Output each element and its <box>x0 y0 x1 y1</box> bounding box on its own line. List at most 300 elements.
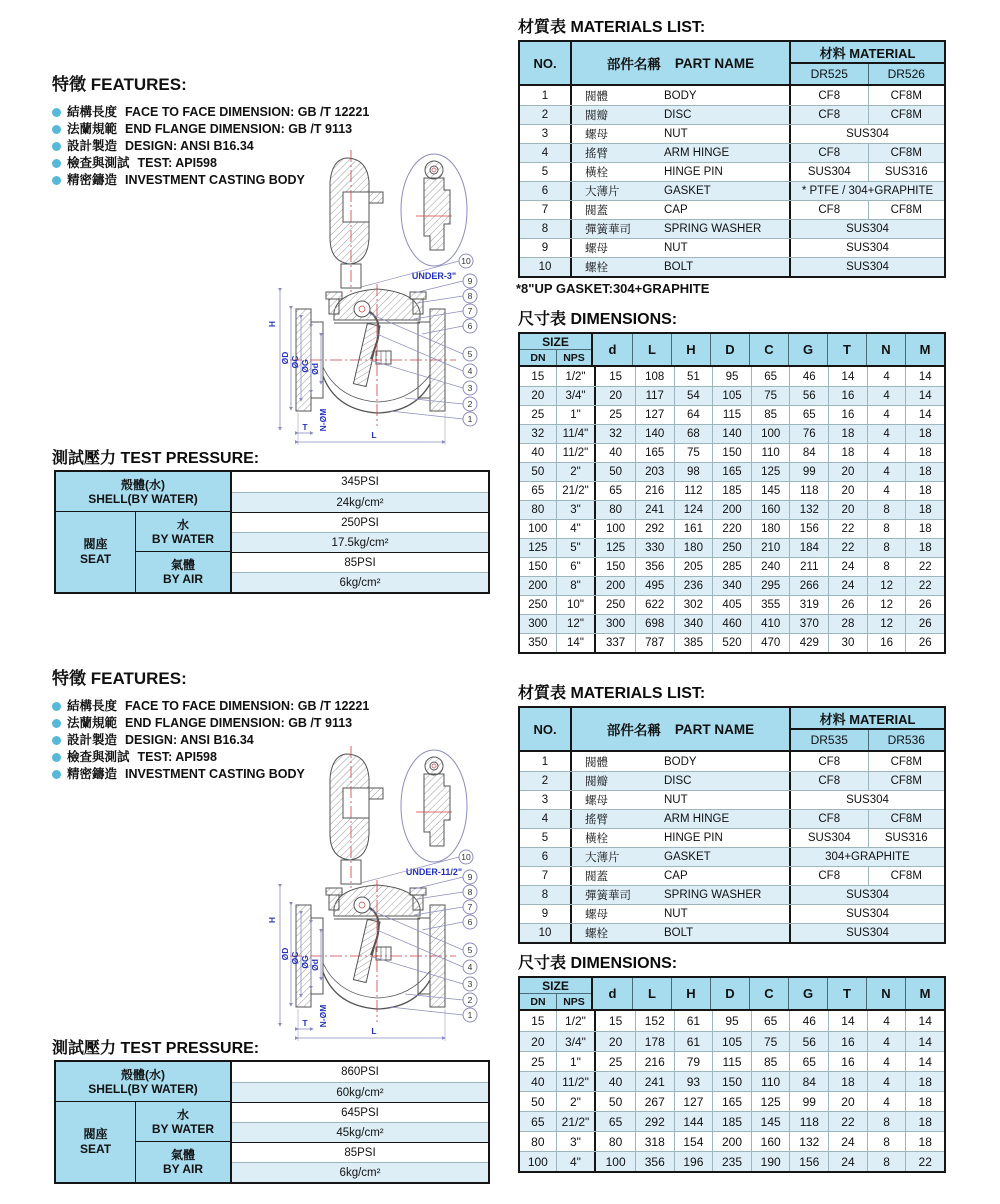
dim-value-cell: 140 <box>712 425 751 443</box>
material-value: SUS304 <box>846 908 889 920</box>
material-value: SUS304 <box>807 166 851 178</box>
pressure-value: 45kg/cm² <box>232 1122 488 1142</box>
dn-cell: 250 <box>520 596 557 614</box>
feature-label-en: TEST: API598 <box>137 156 217 170</box>
part-name-cell <box>572 182 791 200</box>
nps-cell: 1" <box>557 1052 597 1071</box>
dim-value-cell: 4 <box>867 1052 906 1071</box>
part-number-cell: 4 <box>520 810 572 828</box>
feature-label-en: FACE TO FACE DIMENSION: GB /T 12221 <box>125 105 370 119</box>
col-header-part-name: 部件名稱 PART NAME <box>572 708 791 750</box>
feature-label-zh: 精密鑄造 <box>67 173 118 187</box>
callout-number: 2 <box>467 995 473 1005</box>
dim-value-cell: 132 <box>789 1132 828 1151</box>
dim-value-cell: 4 <box>867 406 906 424</box>
nps-cell: 4" <box>557 520 597 538</box>
nps-cell: 11/2" <box>557 444 597 462</box>
pressure-value: 860PSI <box>341 1066 379 1078</box>
dim-value-cell: 8 <box>867 558 906 576</box>
dim-value-cell: 165 <box>712 463 751 481</box>
dim-value-cell: 125 <box>751 463 790 481</box>
dim-value-cell: 241 <box>635 501 674 519</box>
part-name-zh: 閥蓋 <box>585 205 608 217</box>
dim-value-cell: 93 <box>674 1072 713 1091</box>
materials-row <box>520 143 944 162</box>
dim-value-cell: 110 <box>751 1072 790 1091</box>
dim-value-cell: 124 <box>674 501 713 519</box>
dimension-col-headers <box>593 978 944 1009</box>
nps-cell: 2" <box>557 1092 597 1111</box>
dim-value-cell: 20 <box>828 1092 867 1111</box>
material-value: 304+GRAPHITE <box>825 851 910 863</box>
materials-row <box>520 790 944 809</box>
by-water-label: 水 BY WATER <box>136 512 230 552</box>
dim-value-cell: 99 <box>789 1092 828 1111</box>
part-name-zh: 大薄片 <box>585 186 620 198</box>
dn-cell: 15 <box>520 367 557 386</box>
materials-table-1 <box>518 40 946 278</box>
material-cells <box>791 163 944 181</box>
dim-value-cell: 216 <box>635 482 674 500</box>
dim-value-cell: 520 <box>712 634 751 652</box>
materials-row <box>520 124 944 143</box>
dim-value-cell: 285 <box>712 558 751 576</box>
dim-value-cell: 22 <box>905 558 944 576</box>
svg-text:ØC: ØC <box>290 951 300 965</box>
dimension-row <box>520 500 944 519</box>
dimensions-table-header <box>520 978 944 1011</box>
part-number-cell: 5 <box>520 829 572 847</box>
material-cells <box>791 125 944 143</box>
nps-cell: 11/4" <box>557 425 597 443</box>
col-header-dn: DN <box>520 994 557 1009</box>
dimension-row <box>520 1031 944 1051</box>
part-number-cell: 5 <box>520 163 572 181</box>
col-header-size: SIZE DN NPS <box>520 978 593 1009</box>
part-name-cell <box>572 125 791 143</box>
dim-value-cell: 95 <box>712 1011 751 1031</box>
dim-value-cell: 295 <box>751 577 790 595</box>
dim-value-cell: 68 <box>674 425 713 443</box>
nps-cell: 21/2" <box>557 482 597 500</box>
material-value: CF8 <box>818 870 841 882</box>
dim-value-cell: 16 <box>828 387 867 405</box>
detail-label: UNDER-3" <box>411 271 457 281</box>
valve-cross-section <box>264 742 496 1044</box>
dim-value-cell: 65 <box>608 1114 623 1129</box>
dim-value-cell: 160 <box>751 1132 790 1151</box>
dimension-row <box>520 481 944 500</box>
dim-value-cell: 180 <box>674 539 713 557</box>
part-name-en: ARM HINGE <box>664 147 730 159</box>
dim-value-cell: 85 <box>751 406 790 424</box>
dim-value-cell: 105 <box>712 387 751 405</box>
part-number-cell: 4 <box>520 144 572 162</box>
material-value: CF8 <box>818 755 841 768</box>
dim-value-cell: 4 <box>867 387 906 405</box>
dim-value-cell: 100 <box>751 425 790 443</box>
part-name-en: BODY <box>664 755 697 768</box>
dim-value-cell: 4 <box>867 463 906 481</box>
dimension-row <box>520 1011 944 1031</box>
dim-col-header: L <box>632 978 671 1009</box>
dim-value-cell: 302 <box>674 596 713 614</box>
callout-number: 10 <box>461 256 471 266</box>
dim-value-cell: 20 <box>608 1034 623 1049</box>
dim-value-cell: 240 <box>751 558 790 576</box>
materials-row <box>520 181 944 200</box>
dim-value-cell: 16 <box>828 1032 867 1051</box>
part-number-cell: 3 <box>520 125 572 143</box>
dim-value-cell: 14 <box>828 367 867 386</box>
part-name-cell <box>572 86 791 105</box>
part-name-en: CAP <box>664 204 688 216</box>
feature-label-en: DESIGN: ANSI B16.34 <box>125 733 254 747</box>
dim-value-cell: 115 <box>712 406 751 424</box>
col-header-size: SIZE DN NPS <box>520 334 593 365</box>
dim-value-cell: 160 <box>751 501 790 519</box>
material-cells <box>791 752 944 771</box>
dimensions-title: 尺寸表 DIMENSIONS: <box>518 311 678 328</box>
part-name-zh: 螺母 <box>585 909 608 921</box>
dim-col-header: T <box>827 978 866 1009</box>
dim-value-cell: 26 <box>905 596 944 614</box>
dim-col-header: C <box>749 978 788 1009</box>
feature-label-zh: 檢查與測試 <box>67 156 130 170</box>
dim-value-cell: 185 <box>712 1112 751 1131</box>
material-value: SUS304 <box>846 794 889 806</box>
dim-value-cell: 125 <box>606 542 626 554</box>
dim-value-cell: 145 <box>751 1112 790 1131</box>
part-name-en: SPRING WASHER <box>664 889 762 901</box>
part-name-zh: 搖臂 <box>585 148 608 160</box>
bullet-icon <box>52 719 61 728</box>
part-number-cell: 9 <box>520 239 572 257</box>
dim-value-cell: 4 <box>867 444 906 462</box>
materials-row <box>520 752 944 771</box>
dim-value-cell: 267 <box>635 1092 674 1111</box>
callout-number: 7 <box>467 306 473 316</box>
part-name-cell <box>572 239 791 257</box>
callout-number: 7 <box>467 902 473 912</box>
dim-value-cell: 24 <box>828 558 867 576</box>
pressure-value: 6kg/cm² <box>232 572 488 592</box>
dim-value-cell: 495 <box>635 577 674 595</box>
dim-value-cell: 154 <box>674 1132 713 1151</box>
svg-text:H: H <box>267 320 277 328</box>
dim-col-header: T <box>827 334 866 365</box>
dimensions-table-2 <box>518 976 946 1173</box>
col-header-nps: NPS <box>563 995 585 1008</box>
dim-value-cell: 125 <box>751 1092 790 1111</box>
material-value: SUS304 <box>846 261 889 273</box>
dim-value-cell: 18 <box>828 444 867 462</box>
feature-label-en: TEST: API598 <box>137 750 217 764</box>
dim-col-header: D <box>710 334 749 365</box>
dn-cell: 40 <box>520 444 557 462</box>
nps-cell: 3" <box>557 1132 597 1151</box>
dimension-row <box>520 1131 944 1151</box>
material-value: CF8M <box>868 144 945 162</box>
dim-value-cell: 200 <box>712 501 751 519</box>
svg-text:L: L <box>371 430 377 440</box>
part-number-cell: 8 <box>520 886 572 904</box>
shell-label: 殼體(水) SHELL(BY WATER) <box>56 472 230 512</box>
dim-value-cell: 28 <box>828 615 867 633</box>
dim-value-cell: 98 <box>674 463 713 481</box>
pressure-value: 60kg/cm² <box>232 1082 488 1102</box>
svg-text:ØG: ØG <box>300 359 310 373</box>
callout-number: 8 <box>467 887 473 897</box>
dim-value-cell: 20 <box>828 501 867 519</box>
disc-part-drawing <box>330 158 383 288</box>
material-cells <box>791 867 944 885</box>
pressure-value: 17.5kg/cm² <box>232 532 488 552</box>
nps-cell: 21/2" <box>557 1112 597 1131</box>
dim-value-cell: 140 <box>635 425 674 443</box>
part-number-cell: 3 <box>520 791 572 809</box>
part-name-en: CAP <box>664 870 688 882</box>
dn-cell: 25 <box>520 1052 557 1071</box>
dn-cell: 80 <box>520 1132 557 1151</box>
col-header-nps: NPS <box>563 351 585 364</box>
svg-text:N-ØM: N-ØM <box>318 1004 328 1028</box>
dim-value-cell: 14 <box>905 1011 944 1031</box>
material-value: CF8 <box>818 109 841 121</box>
dim-value-cell: 32 <box>609 428 622 440</box>
dim-value-cell: 110 <box>751 444 790 462</box>
feature-label-en: INVESTMENT CASTING BODY <box>125 173 305 187</box>
callout-number: 4 <box>467 366 473 376</box>
dim-value-cell: 356 <box>635 558 674 576</box>
part-name-en: ARM HINGE <box>664 813 730 825</box>
part-name-zh: 閥瓣 <box>585 110 608 122</box>
callout-number: 6 <box>467 917 473 927</box>
dim-value-cell: 25 <box>608 1054 623 1069</box>
dim-value-cell: 429 <box>789 634 828 652</box>
dim-value-cell: 16 <box>867 634 906 652</box>
part-name-en: BODY <box>664 89 697 102</box>
dim-value-cell: 18 <box>905 539 944 557</box>
callout-number: 8 <box>467 291 473 301</box>
dim-value-cell: 84 <box>789 444 828 462</box>
material-cells <box>791 106 944 124</box>
feature-label-zh: 法蘭規範 <box>67 122 118 136</box>
dim-value-cell: 79 <box>674 1052 713 1071</box>
dim-col-header: M <box>905 978 944 1009</box>
dim-value-cell: 300 <box>606 618 626 630</box>
svg-text:Ød: Ød <box>310 959 320 971</box>
nps-cell: 3/4" <box>557 1032 597 1051</box>
col-header-part-name: 部件名稱 PART NAME <box>572 42 791 84</box>
part-name-en: NUT <box>664 242 688 254</box>
callout-number: 10 <box>461 852 471 862</box>
dim-value-cell: 4 <box>867 1072 906 1091</box>
feature-label-en: DESIGN: ANSI B16.34 <box>125 139 254 153</box>
dim-value-cell: 4 <box>867 482 906 500</box>
part-name-zh: 橫栓 <box>585 167 608 179</box>
feature-item <box>52 121 512 138</box>
dim-value-cell: 235 <box>712 1152 751 1171</box>
svg-text:L: L <box>371 1026 377 1036</box>
material-value: SUS304 <box>846 128 889 140</box>
dim-value-cell: 20 <box>609 390 622 402</box>
materials-row <box>520 885 944 904</box>
part-name-cell <box>572 848 791 866</box>
material-value: SUS304 <box>846 927 889 939</box>
valve-drawing-1 <box>264 146 496 448</box>
dim-value-cell: 319 <box>789 596 828 614</box>
dim-value-cell: 250 <box>712 539 751 557</box>
material-cells <box>791 220 944 238</box>
dim-value-cell: 18 <box>905 1092 944 1111</box>
dim-value-cell: 18 <box>905 463 944 481</box>
part-number-cell: 7 <box>520 201 572 219</box>
test-pressure-title: 測試壓力 TEST PRESSURE: <box>52 450 260 467</box>
dim-value-cell: 156 <box>789 520 828 538</box>
dim-value-cell: 22 <box>905 577 944 595</box>
detail-view <box>401 750 467 877</box>
materials-title: 材質表 MATERIALS LIST: <box>518 19 706 36</box>
dim-col-header: G <box>788 978 827 1009</box>
by-water-label: 水 BY WATER <box>136 1102 230 1142</box>
callout-number: 9 <box>467 276 473 286</box>
material-value: CF8M <box>868 772 945 790</box>
part-name-zh: 搖臂 <box>585 814 608 826</box>
materials-row <box>520 904 944 923</box>
dim-value-cell: 4 <box>867 1092 906 1111</box>
callout-number: 5 <box>467 945 473 955</box>
dim-value-cell: 56 <box>789 387 828 405</box>
dim-value-cell: 24 <box>828 1132 867 1151</box>
feature-label-en: END FLANGE DIMENSION: GB /T 9113 <box>125 716 353 730</box>
dim-value-cell: 12 <box>867 615 906 633</box>
dim-value-cell: 76 <box>789 425 828 443</box>
part-name-cell <box>572 791 791 809</box>
dim-value-cell: 4 <box>867 425 906 443</box>
dim-value-cell: 100 <box>605 1154 626 1169</box>
part-number-cell: 2 <box>520 106 572 124</box>
part-name-cell <box>572 163 791 181</box>
dim-value-cell: 40 <box>608 1074 623 1089</box>
detail-view <box>401 154 467 281</box>
materials-row <box>520 809 944 828</box>
dimension-row <box>520 614 944 633</box>
material-value: CF8M <box>868 106 945 124</box>
callout-number: 6 <box>467 321 473 331</box>
dimensions-table-1 <box>518 332 946 654</box>
nps-cell: 4" <box>557 1152 597 1171</box>
materials-title: 材質表 MATERIALS LIST: <box>518 685 706 702</box>
dim-value-cell: 18 <box>905 1132 944 1151</box>
test-pressure-values <box>232 1062 488 1182</box>
valve-drawing-2 <box>264 742 496 1044</box>
dim-value-cell: 12 <box>867 577 906 595</box>
material-value: CF8M <box>868 867 945 885</box>
material-value: SUS304 <box>846 889 889 901</box>
dimension-rows <box>520 367 944 652</box>
dimension-row <box>520 443 944 462</box>
dim-value-cell: 15 <box>609 370 622 383</box>
material-cells <box>791 239 944 257</box>
part-number-cell: 1 <box>520 86 572 105</box>
feature-item <box>52 715 512 732</box>
material-cells <box>791 772 944 790</box>
callout-number: 9 <box>467 872 473 882</box>
dim-value-cell: 340 <box>674 615 713 633</box>
svg-text:ØG: ØG <box>300 955 310 969</box>
pressure-value: 24kg/cm² <box>232 492 488 512</box>
dim-value-cell: 266 <box>789 577 828 595</box>
bullet-icon <box>52 142 61 151</box>
materials-row <box>520 866 944 885</box>
dim-value-cell: 337 <box>606 637 626 649</box>
part-name-zh: 螺母 <box>585 243 608 255</box>
dim-value-cell: 165 <box>712 1092 751 1111</box>
shell-label: 殼體(水) SHELL(BY WATER) <box>56 1062 230 1102</box>
dim-value-cell: 203 <box>635 463 674 481</box>
part-number-cell: 6 <box>520 182 572 200</box>
material-value: CF8 <box>818 147 841 159</box>
part-name-cell <box>572 810 791 828</box>
dim-value-cell: 50 <box>608 1094 623 1109</box>
part-name-zh: 閥瓣 <box>585 776 608 788</box>
model-header: DR526 <box>868 64 945 84</box>
col-header-no: NO. <box>520 708 572 750</box>
material-value: CF8M <box>868 752 945 771</box>
dim-value-cell: 12 <box>867 596 906 614</box>
dim-value-cell: 150 <box>606 561 626 573</box>
part-number-cell: 10 <box>520 258 572 276</box>
callout-number: 3 <box>467 383 473 393</box>
dim-col-header: C <box>749 334 788 365</box>
dim-value-cell: 61 <box>674 1032 713 1051</box>
part-number-cell: 10 <box>520 924 572 942</box>
dim-value-cell: 8 <box>867 1112 906 1131</box>
materials-row <box>520 771 944 790</box>
materials-table-header <box>520 708 944 752</box>
feature-label-zh: 結構長度 <box>67 105 118 119</box>
callout-number: 1 <box>467 1010 473 1020</box>
nps-cell: 6" <box>557 558 597 576</box>
material-value: CF8M <box>868 86 945 105</box>
dim-value-cell: 22 <box>828 520 867 538</box>
material-cells <box>791 810 944 828</box>
dim-value-cell: 30 <box>828 634 867 652</box>
part-name-en: BOLT <box>664 261 694 273</box>
nps-cell: 12" <box>557 615 597 633</box>
dim-value-cell: 200 <box>712 1132 751 1151</box>
dim-value-cell: 8 <box>867 520 906 538</box>
col-header-no: NO. <box>520 42 572 84</box>
dim-value-cell: 117 <box>635 387 674 405</box>
bullet-icon <box>52 108 61 117</box>
material-value: SUS316 <box>868 829 945 847</box>
dimension-row <box>520 595 944 614</box>
dim-value-cell: 787 <box>635 634 674 652</box>
dim-value-cell: 385 <box>674 634 713 652</box>
pressure-value: 250PSI <box>232 512 488 532</box>
dn-cell: 100 <box>520 520 557 538</box>
part-name-en: GASKET <box>664 851 711 863</box>
dimension-row <box>520 633 944 652</box>
col-header-material: 材料 MATERIAL DR525 DR526 <box>791 42 944 84</box>
materials-row <box>520 105 944 124</box>
nps-cell: 1/2" <box>557 1011 597 1031</box>
part-name-en: DISC <box>664 775 692 787</box>
svg-text:N-ØM: N-ØM <box>318 408 328 432</box>
dim-value-cell: 318 <box>635 1132 674 1151</box>
